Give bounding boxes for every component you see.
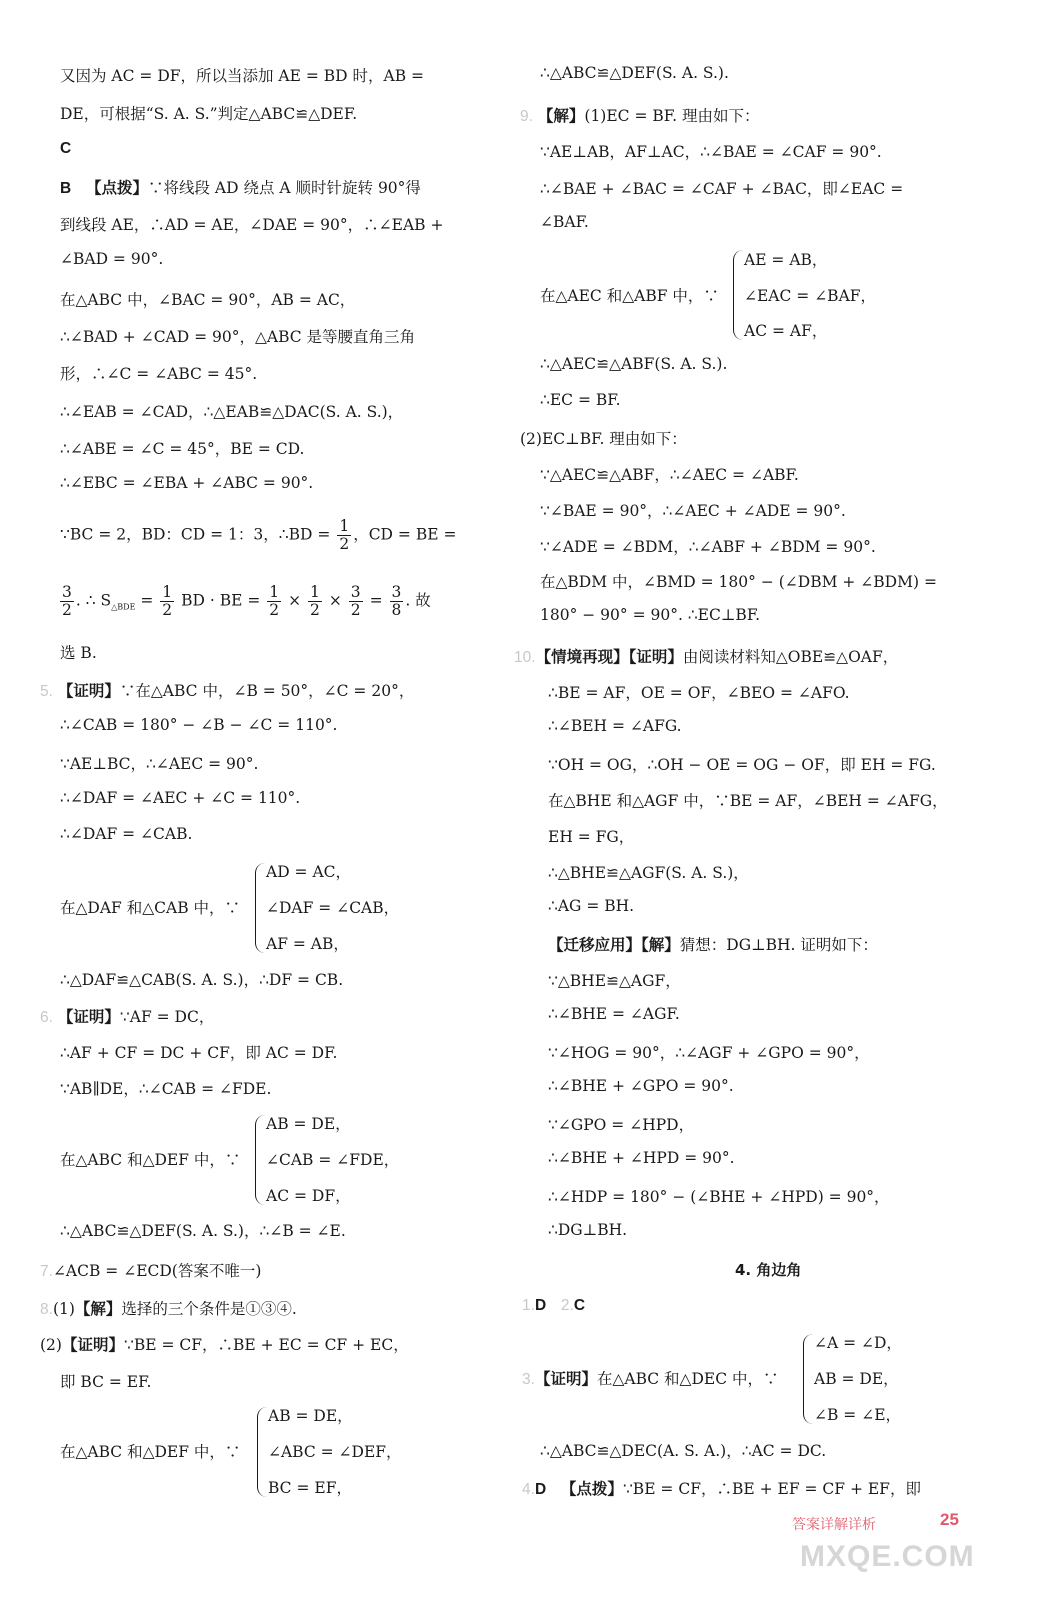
condition: AB = DE， [266,1115,351,1133]
text-line [60,176,421,198]
proof-tag: 【证明】 [534,1370,597,1388]
text-line: ∵AB∥DE，∴∠CAB = ∠FDE. [60,1080,272,1098]
text-line: ∴∠BHE + ∠GPO = 90°. [548,1077,734,1095]
text-line: ∴∠BAE + ∠BAC = ∠CAF + ∠BAC，即∠EAC = [540,180,904,198]
brace [255,863,266,953]
fraction [337,518,351,553]
numerator: 1 [162,583,173,601]
denominator: 2 [339,535,350,554]
denominator: 2 [350,601,361,620]
text-line: 选 B. [60,644,97,662]
text-line: 在△BHE 和△AGF 中，∵BE = AF，∠BEH = ∠AFG， [548,792,948,810]
tip-tag: 【点拨】 [85,179,148,197]
text-line: 在△BDM 中，∠BMD = 180° − (∠DBM + ∠BDM) = [540,573,937,591]
answer-letter: C [573,1297,586,1314]
solution-tag: 【解】 [537,107,585,125]
text-line: ∴△ABC≌△DEF(S. A. S.). [540,64,729,82]
text-line: ∴△ABC≌△DEF(S. A. S.)，∴∠B = ∠E. [60,1222,346,1240]
condition: ∠B = ∠E， [814,1406,902,1424]
text: ∵BE = CF，∴BE + EF = CF + EF，即 [622,1480,921,1498]
text: 由阅读材料知△OBE≌△OAF， [682,648,899,666]
text-line: ∴BE = AF，OE = OF，∠BEO = ∠AFO. [548,684,850,702]
text-line: ∴∠CAB = 180° − ∠B − ∠C = 110°. [60,716,338,734]
condition: AC = AF， [744,322,828,340]
text-line: ∴∠DAF = ∠CAB. [60,825,193,843]
numerator: 3 [350,583,361,601]
text-line: ∴△AEC≌△ABF(S. A. S.). [540,355,728,373]
problem-9-line [520,104,759,126]
text: = [369,591,383,610]
text-line: ∴AG = BH. [548,897,635,915]
text: ∵BE = CF，∴BE + EC = CF + EC， [123,1336,409,1354]
text: (2) [40,1336,62,1354]
text-line: ∴∠BAD + ∠CAD = 90°，△ABC 是等腰直角三角 [60,328,416,346]
text: ，CD = BE = [353,525,457,544]
numerator: 1 [310,583,320,601]
text-line: ∵AE⊥AB，AF⊥AC，∴∠BAE = ∠CAF = 90°. [540,143,882,161]
problem-number: 10. [514,649,536,666]
condition: ∠CAB = ∠FDE， [266,1151,400,1169]
text-line: ∴△ABC≌△DEC(A. S. A.)，∴AC = DC. [540,1442,827,1460]
condition: AD = AC， [266,863,352,881]
problem-3-line [522,1367,778,1389]
text: ∵BC = 2，BD：CD = 1：3，∴BD = [60,525,331,544]
text-line: ∴∠HDP = 180° − (∠BHE + ∠HPD) = 90°， [548,1188,890,1206]
problem-number: 1. [522,1297,535,1314]
text: ∵AF = DC， [119,1008,215,1026]
fraction [267,584,281,619]
problem-number: 5. [40,683,53,700]
text: 选择的三个条件是①③④. [121,1300,297,1318]
text-line: ∵∠BAE = 90°，∴∠AEC + ∠ADE = 90°. [540,502,846,520]
problem-number: 3. [522,1371,535,1388]
text: BD · BE = [181,591,261,610]
answer-letter: C [60,140,72,157]
section-heading: 4. 角边角 [735,1261,802,1279]
condition: AE = AB， [744,251,828,269]
problem-10-line [514,645,898,667]
condition: AC = DF， [266,1187,351,1205]
text-line: 在△ABC 中，∠BAC = 90°，AB = AC， [60,291,356,309]
text-line: ∴△DAF≌△CAB(S. A. S.)，∴DF = CB. [60,971,344,989]
text: ∵将线段 AD 绕点 A 顺时针旋转 90°得 [148,179,421,197]
problem-4-line [522,1477,921,1499]
problem-number: 7. [40,1263,53,1280]
fraction [308,584,322,619]
text-line: ∴∠BHE + ∠HPD = 90°. [548,1149,735,1167]
text-line [548,933,878,955]
denominator: 2 [310,601,320,620]
subscript: △BDE [111,602,136,612]
condition: AF = AB， [266,935,349,953]
condition: AB = DE， [268,1407,353,1425]
numerator: 3 [62,583,72,601]
problem-6-line [40,1005,214,1027]
text-line: ∵AE⊥BC，∴∠AEC = 90°. [60,755,259,773]
text-line: ∴∠DAF = ∠AEC + ∠C = 110°. [60,789,301,807]
text-line: ∴∠BHE = ∠AGF. [548,1005,680,1023]
text: (1)EC = BF. 理由如下： [584,107,760,125]
condition: ∠DAF = ∠CAB， [266,899,400,917]
denominator: 8 [391,601,402,620]
condition: ∠A = ∠D， [814,1334,902,1352]
text-line: 在△ABC 和△DEF 中，∵ [60,1443,241,1461]
tip-tag: 【点拨】 [560,1480,623,1498]
problem-number: 6. [40,1009,53,1026]
text: 在△ABC 和△DEC 中，∵ [596,1370,779,1388]
text-line: ∵∠ADE = ∠BDM，∴∠ABF + ∠BDM = 90°. [540,538,876,556]
text: (1) [52,1300,75,1318]
text-line: DE，可根据“S. A. S.”判定△ABC≌△DEF. [60,105,358,123]
proof-tag: 【证明】 [61,1336,124,1354]
page-number: 25 [940,1510,959,1529]
text: . 故 [405,591,431,610]
text-line: 到线段 AE，∴AD = AE，∠DAE = 90°，∴∠EAB + [60,216,444,234]
text-line: ∴△BHE≌△AGF(S. A. S.)， [548,864,749,882]
problem-5-line [40,679,414,701]
brace [733,250,744,340]
fraction [60,584,74,619]
answer-letter: D [534,1297,547,1314]
proof-tag: 【证明】 [57,1008,120,1026]
text-line: ∴EC = BF. [540,391,621,409]
solution-tag: 【解】 [74,1300,122,1318]
text-line: ∴∠EAB = ∠CAD，∴△EAB≌△DAC(S. A. S.)， [60,403,404,421]
text-line: EH = FG， [548,828,635,846]
problem-number: 2. [560,1297,574,1314]
text-line: ∵OH = OG，∴OH − OE = OG − OF，即 EH = FG. [548,756,936,774]
text-line: 180° − 90° = 90°. ∴EC⊥BF. [540,606,761,624]
problem-number: 8. [40,1301,53,1318]
text-line: ∴DG⊥BH. [548,1221,628,1239]
text-line: ∵∠GPO = ∠HPD， [548,1116,695,1134]
brace [803,1334,814,1424]
text-line: ∴∠EBC = ∠EBA + ∠ABC = 90°. [60,474,314,492]
problem-number: 4. [522,1481,535,1498]
text-line: ∴AF + CF = DC + CF，即 AC = DF. [60,1044,338,1062]
fraction [349,584,363,619]
problem-number: 9. [520,108,533,125]
text-line: ∵∠HOG = 90°，∴∠AGF + ∠GPO = 90°， [548,1044,870,1062]
condition: ∠ABC = ∠DEF， [268,1443,402,1461]
numerator: 3 [391,583,402,601]
text: ∠ACB = ∠ECD(答案不唯一) [52,1262,262,1280]
text-line: 在△ABC 和△DEF 中，∵ [60,1151,241,1169]
text: 猜想：DG⊥BH. 证明如下： [679,936,878,954]
fraction [160,584,174,619]
math-line [58,584,431,619]
denominator: 2 [269,601,280,620]
text-line: ∵△BHE≌△AGF， [548,972,681,990]
condition: BC = EF， [268,1479,352,1497]
brace [257,1407,268,1497]
text-line [40,1333,409,1355]
text-line: ∠BAD = 90°. [60,250,164,268]
math-line [60,518,456,553]
watermark: MXQE.COM [800,1540,975,1573]
answer-letter: D [534,1481,547,1498]
text: . ∴ S [75,591,112,610]
text: = [135,591,154,610]
answers-line [522,1296,585,1315]
problem-8-line [40,1297,297,1319]
proof-tag: 【证明】 [57,682,120,700]
text-line: ∴∠BEH = ∠AFG. [548,717,682,735]
text-line: ∠BAF. [540,213,589,231]
text-line: ∵△AEC≌△ABF，∴∠AEC = ∠ABF. [540,466,799,484]
denominator: 2 [62,601,72,620]
problem-7-line [40,1259,261,1281]
numerator: 1 [269,583,280,601]
text-line: (2)EC⊥BF. 理由如下： [520,430,687,448]
numerator: 1 [339,517,350,535]
condition: AB = DE， [814,1370,899,1388]
text-line: ∴∠ABE = ∠C = 45°，BE = CD. [60,440,305,458]
text-line: 即 BC = EF. [60,1373,152,1391]
text: ∵在△ABC 中，∠B = 50°，∠C = 20°， [119,682,415,700]
answer-letter: B [60,180,72,197]
footer-label: 答案详解详析 [792,1517,876,1533]
fraction [390,584,404,619]
transfer-tag: 【迁移应用】【解】 [548,936,680,954]
brace [255,1115,266,1205]
context-tag: 【情境再现】【证明】 [535,648,683,666]
text-line: 又因为 AC = DF，所以当添加 AE = BD 时，AB = [60,67,425,85]
text: × [288,591,302,610]
denominator: 2 [162,601,173,620]
text-line: 在△DAF 和△CAB 中，∵ [60,899,241,917]
condition: ∠EAC = ∠BAF， [744,287,877,305]
text-line: 在△AEC 和△ABF 中，∵ [540,287,719,305]
text: × [328,591,342,610]
text-line: 形，∴∠C = ∠ABC = 45°. [60,365,258,383]
